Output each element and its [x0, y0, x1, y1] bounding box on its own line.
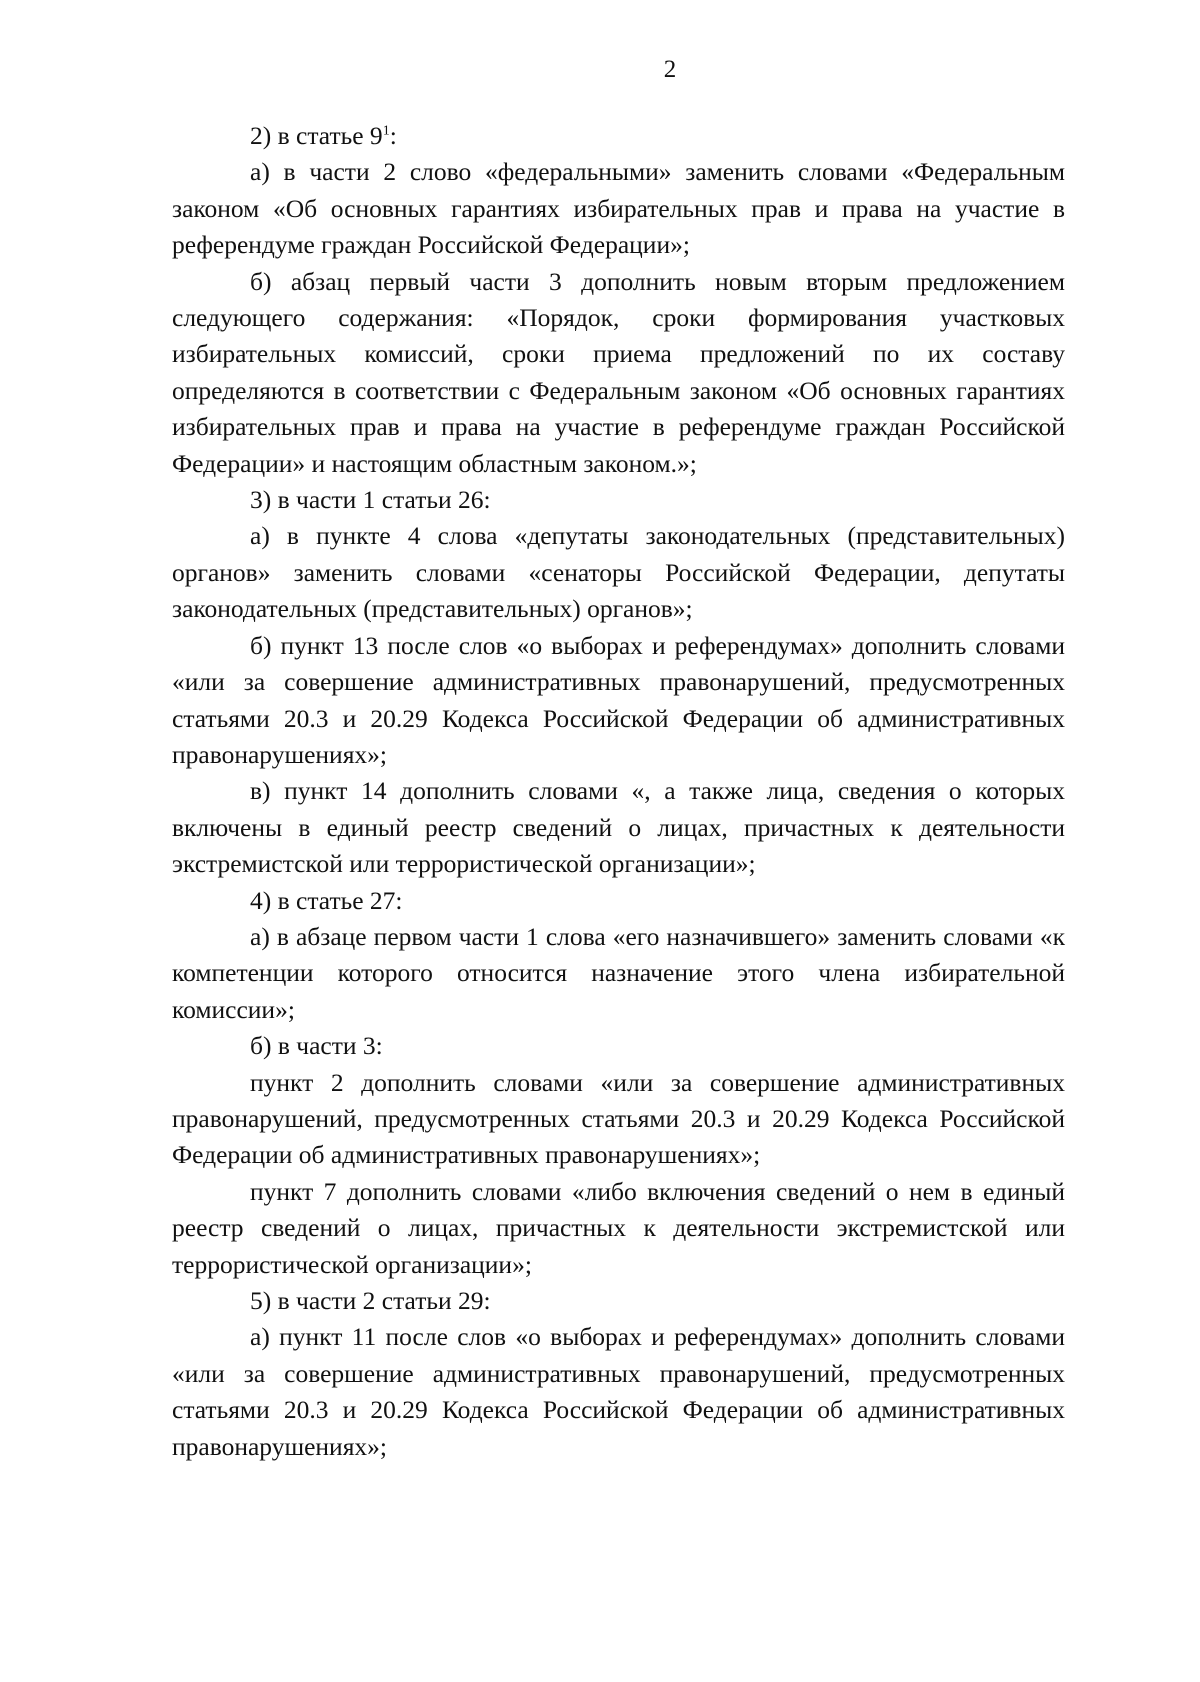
paragraph-item-5-article-29: 5) в части 2 статьи 29:	[250, 1286, 491, 1315]
document-body	[172, 118, 1065, 1465]
paragraph-item-4-article-27: 4) в статье 27:	[250, 885, 403, 915]
paragraph-5a: а) пункт 11 после слов «о выборах и референдумах» дополнить словами «или за совершение административных правонарушений, предусмотренных статьями 20.3 и 20.29 Кодекса Российской Федерации об административных правонарушениях»;	[172, 1322, 1065, 1461]
paragraph-4a: а) в абзаце первом части 1 слова «его назначившего» заменить словами «к компетенции которого относится назначение этого члена избирательной комиссии»;	[172, 921, 1065, 1024]
paragraph-3v: в) пункт 14 дополнить словами «, а также лица, сведения о которых включены в единый реестр сведений о лицах, причастных к деятельности экстремистской или террористической организации»;	[172, 776, 1065, 879]
paragraph-4b-point-7: пункт 7 дополнить словами «либо включения сведений о нем в единый реестр сведений о лицах, причастных к деятельности экстремистской или террористической организации»;	[172, 1176, 1065, 1279]
paragraph-item-2-article-9-1: 2) в статье $9^1$:	[250, 121, 397, 150]
paragraph-item-3-article-26: 3) в части 1 статьи 26:	[250, 485, 491, 515]
paragraph-2b: б) абзац первый части 3 дополнить новым вторым предложением следующего содержания: «Порядок, сроки формирования участковых избирательных комиссий, сроки приема предложений по их составу определяются в соответствии с Федеральным законом «Об основных гарантиях избирательных прав и права на участие в референдуме граждан Российской Федерации» и настоящим областным законом.»;	[172, 266, 1065, 478]
page-number: 2	[663, 56, 677, 83]
paragraph-4b-point-2: пункт 2 дополнить словами «или за совершение административных правонарушений, предусмотренных статьями 20.3 и 20.29 Кодекса Российской Федерации об административных правонарушениях»;	[172, 1067, 1065, 1170]
paragraph-4b: б) в части 3:	[250, 1031, 383, 1061]
paragraph-3a: а) в пункте 4 слова «депутаты законодательных (представительных) органов» заменить словами «сенаторы Российской Федерации, депутаты законодательных (представительных) органов»;	[172, 521, 1065, 624]
superscript-index: 1	[382, 123, 390, 139]
paragraph-2a: а) в части 2 слово «федеральными» заменить словами «Федеральным законом «Об основных гарантиях избирательных прав и права на участие в референдуме граждан Российской Федерации»;	[172, 157, 1065, 260]
paragraph-3b: б) пункт 13 после слов «о выборах и референдумах» дополнить словами «или за совершение административных правонарушений, предусмотренных статьями 20.3 и 20.29 Кодекса Российской Федерации об административных правонарушениях»;	[172, 630, 1065, 769]
